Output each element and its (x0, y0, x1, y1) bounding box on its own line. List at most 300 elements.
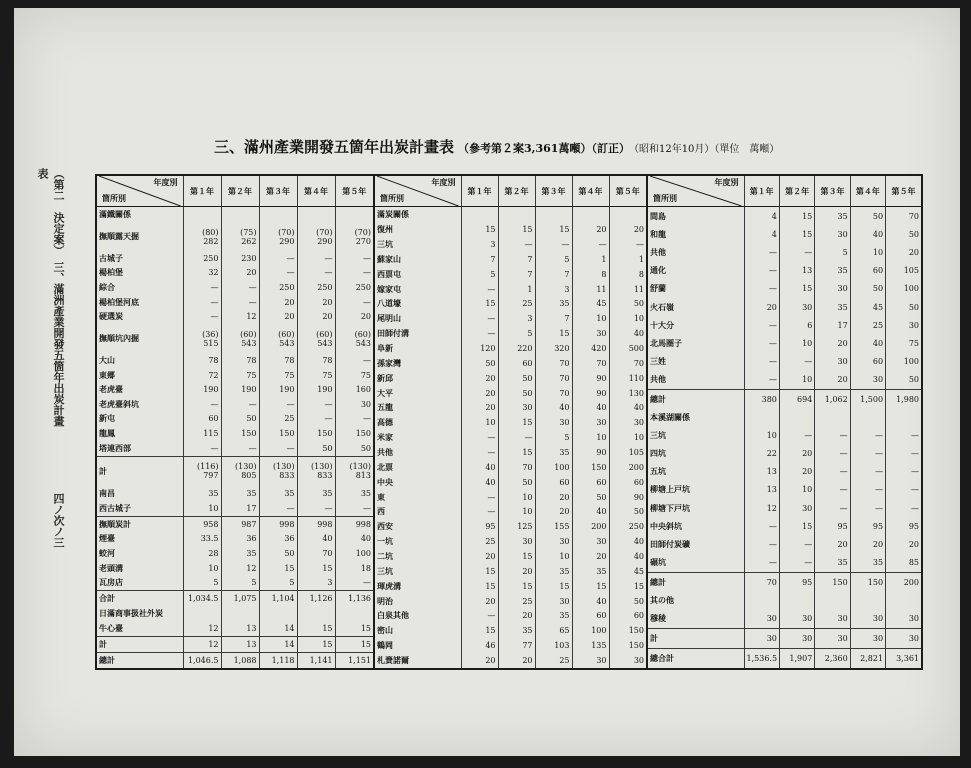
cell-value: 40 (609, 326, 646, 341)
cell-value: 250 (297, 280, 335, 295)
cell-value: 70 (535, 386, 572, 401)
cell-value: 14 (259, 621, 297, 636)
cell-value: — (744, 352, 779, 370)
cell-value: 320 (535, 341, 572, 356)
cell-value: 15 (779, 207, 814, 226)
cell-value: — (297, 251, 335, 266)
cell-value: 1,500 (850, 389, 885, 408)
cell-value: 70 (886, 207, 921, 226)
table-a (97, 176, 373, 668)
cell-value: 5 (259, 575, 297, 590)
row-label: 老虎臺 (99, 384, 123, 395)
row-label: 共他 (650, 247, 666, 258)
table-row (648, 298, 921, 316)
cell-value: 15 (498, 415, 535, 430)
cell-value: 20 (461, 594, 498, 609)
cell-value: 10 (183, 561, 221, 576)
table-row (375, 579, 646, 594)
cell-value: 50 (609, 594, 646, 609)
cell-value: — (259, 266, 297, 281)
cell-value: 10 (183, 501, 221, 516)
table-row (97, 266, 373, 281)
cell-value: — (744, 553, 779, 572)
table-row (97, 222, 373, 251)
cell-value: 35 (221, 546, 259, 561)
cell-value: — (259, 441, 297, 456)
cell-value: 40 (572, 594, 609, 609)
cell-value: 12 (183, 621, 221, 636)
cell-value: 30 (535, 534, 572, 549)
cell-value: 30 (779, 629, 814, 649)
cell-value: — (461, 445, 498, 460)
cell-value: 32 (183, 266, 221, 281)
cell-value: 25 (498, 594, 535, 609)
cell-value: 100 (886, 280, 921, 298)
table-row (648, 463, 921, 481)
cell-value: 50 (850, 280, 885, 298)
row-label: 楊柏堡河底 (99, 296, 139, 307)
cell-value: 40 (609, 534, 646, 549)
cell-value: 20 (886, 535, 921, 553)
cell-value (815, 591, 850, 609)
cell-value: 10 (609, 311, 646, 326)
cell-value: (130) 833 (297, 456, 335, 486)
table-row (97, 324, 373, 353)
cell-value: 5 (183, 575, 221, 590)
cell-value: — (744, 535, 779, 553)
cell-value: 46 (461, 638, 498, 653)
cell-value: 30 (535, 594, 572, 609)
cell-value: 65 (535, 623, 572, 638)
cell-value: — (335, 412, 373, 427)
row-label: 三坑 (650, 430, 666, 441)
cell-value: — (498, 430, 535, 445)
table-row (97, 652, 373, 668)
cell-value: 1,907 (779, 649, 814, 668)
header-year: 第２年 (498, 176, 535, 207)
row-label: 瓦房店 (99, 577, 123, 588)
cell-value: 1,104 (259, 591, 297, 606)
table-row (97, 295, 373, 310)
cell-value: 11 (609, 282, 646, 297)
table-row (97, 636, 373, 652)
table-row (97, 501, 373, 516)
cell-value: 40 (461, 460, 498, 475)
cell-value: 20 (461, 386, 498, 401)
cell-value: 40 (572, 505, 609, 520)
cell-value: 150 (259, 426, 297, 441)
table-row (97, 280, 373, 295)
row-label: 八道壕 (377, 298, 401, 309)
table-row (375, 445, 646, 460)
cell-value: 50 (609, 505, 646, 520)
cell-value: 150 (572, 460, 609, 475)
cell-value: 10 (779, 481, 814, 499)
cell-value: 15 (498, 445, 535, 460)
table-row (375, 400, 646, 415)
header-year-label: 年度別 (714, 177, 739, 187)
cell-value: 78 (259, 353, 297, 368)
cell-value: 30 (886, 629, 921, 649)
cell-value: 36 (221, 532, 259, 547)
cell-value: 15 (498, 579, 535, 594)
cell-value: 1,126 (297, 591, 335, 606)
cell-value: 420 (572, 341, 609, 356)
header-location-label: 箇所別 (102, 193, 126, 203)
row-label: 撫順炭計 (97, 516, 183, 531)
cell-value: 998 (335, 516, 373, 531)
cell-value: 30 (572, 415, 609, 430)
row-label: 柳塘下戸坑 (650, 502, 690, 513)
cell-value: — (744, 316, 779, 334)
cell-value: (130) 833 (259, 456, 297, 486)
cell-value: 50 (498, 386, 535, 401)
cell-value: 250 (259, 280, 297, 295)
row-label: 白泉其他 (377, 610, 409, 621)
table-row (375, 237, 646, 252)
cell-value: 40 (535, 400, 572, 415)
cell-value: (70) 290 (259, 222, 297, 251)
cell-value: 60 (535, 475, 572, 490)
cell-value: 33.5 (183, 532, 221, 547)
cell-value: 5 (221, 575, 259, 590)
cell-value: 8 (572, 267, 609, 282)
table-block-mantan (373, 176, 646, 668)
table-row (648, 481, 921, 499)
table-row (375, 609, 646, 624)
row-label: 龍鳳 (99, 428, 115, 439)
row-label: 尾明山 (377, 313, 401, 324)
table-row (97, 309, 373, 324)
table-row (97, 606, 373, 621)
cell-value: 150 (335, 426, 373, 441)
cell-value: 30 (815, 280, 850, 298)
row-label: 五龍 (377, 402, 393, 413)
cell-value: — (259, 251, 297, 266)
cell-value: 35 (183, 486, 221, 501)
cell-value: 190 (183, 382, 221, 397)
table-row (648, 370, 921, 389)
cell-value: 10 (572, 311, 609, 326)
cell-value: 50 (221, 412, 259, 427)
cell-value: 50 (297, 441, 335, 456)
cell-value: 78 (221, 353, 259, 368)
cell-value: 90 (609, 490, 646, 505)
cell-value: 30 (744, 629, 779, 649)
cell-value: — (221, 441, 259, 456)
cell-value: 40 (609, 400, 646, 415)
cell-value: 50 (609, 296, 646, 311)
cell-value: 250 (335, 280, 373, 295)
cell-value: 35 (221, 486, 259, 501)
cell-value: — (335, 266, 373, 281)
table-row (375, 594, 646, 609)
cell-value: — (183, 280, 221, 295)
cell-value: — (183, 309, 221, 324)
table-row (375, 564, 646, 579)
row-label: 五坑 (650, 466, 666, 477)
cell-value: 250 (183, 251, 221, 266)
cell-value: 10 (779, 334, 814, 352)
row-label: 米家 (377, 432, 393, 443)
cell-value: 40 (572, 400, 609, 415)
cell-value: 5 (535, 252, 572, 267)
cell-value (461, 207, 498, 223)
cell-value: 1 (572, 252, 609, 267)
row-label: 西古城子 (99, 502, 131, 513)
cell-value: 60 (850, 262, 885, 280)
cell-value: — (535, 237, 572, 252)
cell-value: — (779, 535, 814, 553)
cell-value: 15 (535, 579, 572, 594)
table-row (648, 535, 921, 553)
cell-value: — (461, 505, 498, 520)
cell-value: 30 (335, 397, 373, 412)
cell-value: 3 (535, 282, 572, 297)
table-row (97, 561, 373, 576)
cell-value: 78 (183, 353, 221, 368)
cell-value: 8 (609, 267, 646, 282)
table-row (97, 382, 373, 397)
cell-value: 20 (221, 266, 259, 281)
row-label: 一坑 (377, 536, 393, 547)
cell-value: 18 (335, 561, 373, 576)
cell-value: 95 (850, 517, 885, 535)
cell-value: — (461, 430, 498, 445)
row-label: 日滿商事扱社外炭 (99, 608, 163, 619)
cell-value: 70 (744, 572, 779, 591)
cell-value: 35 (535, 564, 572, 579)
cell-value: 50 (886, 226, 921, 244)
cell-value: 30 (609, 653, 646, 668)
cell-value: 70 (535, 356, 572, 371)
cell-value: 100 (886, 352, 921, 370)
cell-value: 15 (259, 561, 297, 576)
cell-value: 95 (815, 517, 850, 535)
cell-value: — (744, 262, 779, 280)
cell-value: 5 (535, 430, 572, 445)
cell-value (744, 409, 779, 427)
cell-value: 50 (572, 490, 609, 505)
header-year: 第２年 (221, 176, 259, 207)
cell-value: 100 (572, 623, 609, 638)
cell-value: 60 (572, 609, 609, 624)
header-year: 第５年 (335, 176, 373, 207)
cell-value: 20 (498, 564, 535, 579)
cell-value: — (461, 490, 498, 505)
table-row (97, 412, 373, 427)
cell-value: 150 (609, 623, 646, 638)
cell-value: 15 (297, 636, 335, 652)
cell-value: 72 (183, 368, 221, 383)
cell-value: 30 (779, 298, 814, 316)
cell-value (535, 207, 572, 223)
row-label: 鶴岡 (377, 640, 393, 651)
cell-value: 17 (815, 316, 850, 334)
cell-value: 130 (609, 386, 646, 401)
cell-value: 35 (815, 207, 850, 226)
table-b (375, 176, 646, 668)
table-row (375, 371, 646, 386)
header-year: 第３年 (815, 176, 850, 207)
table-row (375, 341, 646, 356)
header-year: 第３年 (535, 176, 572, 207)
cell-value: 998 (259, 516, 297, 531)
table-row (375, 326, 646, 341)
cell-value: 20 (498, 609, 535, 624)
table-row (375, 549, 646, 564)
table-row (648, 553, 921, 572)
cell-value: 10 (498, 490, 535, 505)
cell-value: 20 (297, 295, 335, 310)
cell-value: 95 (779, 572, 814, 591)
cell-value: — (850, 499, 885, 517)
row-label: 總合計 (648, 649, 744, 668)
cell-value: — (221, 280, 259, 295)
row-label: 本溪湖關係 (650, 412, 690, 423)
table-row (375, 638, 646, 653)
cell-value: 4 (744, 226, 779, 244)
cell-value: 250 (609, 519, 646, 534)
cell-value: 20 (815, 370, 850, 389)
cell-value: 50 (259, 546, 297, 561)
cell-value: — (461, 609, 498, 624)
row-label: 大平 (377, 387, 393, 398)
cell-value: 3 (297, 575, 335, 590)
row-label: 四坑 (650, 448, 666, 459)
cell-value: 20 (779, 445, 814, 463)
table-row (375, 475, 646, 490)
row-label: 穆稜 (650, 613, 666, 624)
table-row (375, 490, 646, 505)
row-label: 中央斜坑 (650, 520, 682, 531)
cell-value: 90 (572, 445, 609, 460)
row-label: 嫁家屯 (377, 283, 401, 294)
row-label: 南昌 (99, 488, 115, 499)
cell-value: 380 (744, 389, 779, 408)
cell-value: 20 (535, 490, 572, 505)
table-row (97, 251, 373, 266)
cell-value: — (850, 481, 885, 499)
cell-value: 15 (779, 517, 814, 535)
table-row (97, 591, 373, 606)
table-block-others (646, 176, 921, 668)
cell-value: 50 (498, 475, 535, 490)
cell-value: 15 (461, 296, 498, 311)
cell-value: — (335, 353, 373, 368)
cell-value (335, 207, 373, 222)
cell-value: 5 (498, 326, 535, 341)
cell-value: 12 (744, 499, 779, 517)
cell-value: 85 (886, 553, 921, 572)
cell-value: 20 (744, 298, 779, 316)
cell-value: 15 (779, 226, 814, 244)
row-label: 計 (97, 636, 183, 652)
cell-value: 230 (221, 251, 259, 266)
cell-value: 1,075 (221, 591, 259, 606)
table-row (648, 591, 921, 609)
row-label: 蛟河 (99, 548, 115, 559)
cell-value: — (744, 280, 779, 298)
cell-value: 30 (744, 610, 779, 629)
cell-value: 1,136 (335, 591, 373, 606)
cell-value: — (297, 412, 335, 427)
table-row (375, 623, 646, 638)
cell-value: 25 (259, 412, 297, 427)
cell-value: 90 (572, 371, 609, 386)
header-corner (375, 176, 461, 207)
cell-value: 60 (498, 356, 535, 371)
cell-value: 75 (259, 368, 297, 383)
header-year: 第３年 (259, 176, 297, 207)
cell-value: 15 (779, 280, 814, 298)
row-label: 復州 (377, 224, 393, 235)
cell-value: 35 (335, 486, 373, 501)
table-row (648, 649, 921, 668)
row-label: 東 (377, 491, 385, 502)
table-row (97, 546, 373, 561)
cell-value (183, 606, 221, 621)
cell-value: 135 (572, 638, 609, 653)
cell-value: 105 (886, 262, 921, 280)
cell-value: 10 (609, 430, 646, 445)
row-label: 塔連西部 (99, 442, 131, 453)
cell-value: (130) 813 (335, 456, 373, 486)
cell-value: (75) 262 (221, 222, 259, 251)
cell-value: 20 (850, 535, 885, 553)
table-row (648, 226, 921, 244)
cell-value: 20 (609, 222, 646, 237)
table-row (97, 441, 373, 456)
cell-value: 694 (779, 389, 814, 408)
header-corner (648, 176, 744, 207)
cell-value: — (815, 481, 850, 499)
table-row (375, 519, 646, 534)
cell-value: 95 (886, 517, 921, 535)
table-row (648, 262, 921, 280)
cell-value: 50 (461, 356, 498, 371)
cell-value (259, 606, 297, 621)
table-row (648, 610, 921, 629)
cell-value: 70 (609, 356, 646, 371)
cell-value: 45 (572, 296, 609, 311)
cell-value: 17 (221, 501, 259, 516)
cell-value: 20 (535, 505, 572, 520)
cell-value (609, 207, 646, 223)
header-year: 第４年 (572, 176, 609, 207)
row-label: 北馬圏子 (650, 337, 682, 348)
cell-value: 30 (886, 316, 921, 334)
cell-value: 1,034.5 (183, 591, 221, 606)
cell-value: 5 (815, 244, 850, 262)
row-label: 綜合 (99, 282, 115, 293)
cell-value: 115 (183, 426, 221, 441)
cell-value: — (815, 445, 850, 463)
cell-value: 12 (221, 309, 259, 324)
cell-value: 200 (886, 572, 921, 591)
cell-value (886, 409, 921, 427)
cell-value: 105 (609, 445, 646, 460)
cell-value: 10 (461, 415, 498, 430)
cell-value: 15 (609, 579, 646, 594)
cell-value: 15 (461, 564, 498, 579)
cell-value: — (297, 501, 335, 516)
cell-value: — (779, 244, 814, 262)
side-page-number: 四ノ次ノ三 (52, 493, 65, 548)
cell-value: 125 (498, 519, 535, 534)
cell-value: (70) 270 (335, 222, 373, 251)
cell-value: 10 (744, 427, 779, 445)
